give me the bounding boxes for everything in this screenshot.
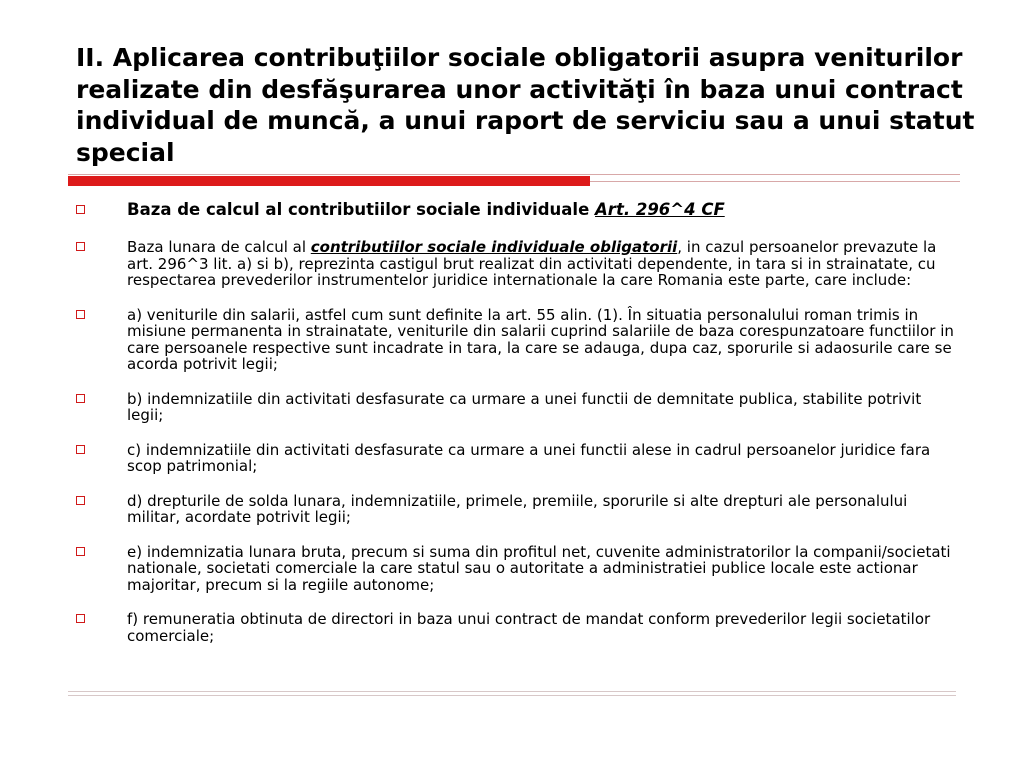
bullet-text: d) drepturile de solda lunara, indemnizatiile, primele, premiile, sporurile si alte drepturi ale personalului militar, acordate potrivit legii; xyxy=(127,491,908,526)
bullet-text: Baza lunara de calcul al xyxy=(127,238,311,256)
square-bullet-icon xyxy=(76,242,85,251)
square-bullet-icon xyxy=(76,445,85,454)
bullet-text: c) indemnizatiile din activitati desfasurate ca urmare a unei functii alese in cadrul persoanelor juridice fara scop patrimonial; xyxy=(127,440,931,475)
bullet-text: a) veniturile din salarii, astfel cum sunt definite la art. 55 alin. (1). În situatia personalului roman trimis in misiune permanenta in strainatate, veniturile din salarii cuprind salariile de baza corespunzatoare functiilor in care persoanele respective sunt incadrate in tara, la care se adauga, dupa caz, sporurile si adaosurile care se acorda potrivit legii; xyxy=(127,305,954,373)
slide-title: II. Aplicarea contribuţiilor sociale obligatorii asupra veniturilor realizate din desfăşurarea unor activităţi în baza unui contract individual de muncă, a unui raport de serviciu sau a unui statut special xyxy=(76,43,975,167)
bullet-item xyxy=(76,200,956,220)
article-reference: Art. 296^4 CF xyxy=(595,200,725,219)
bullet-item xyxy=(76,239,956,289)
bullet-item xyxy=(76,442,956,475)
emphasized-term: contributiilor sociale individuale obligatorii xyxy=(310,238,678,256)
bullet-item xyxy=(76,307,956,373)
square-bullet-icon xyxy=(76,614,85,623)
title-divider-thin-right xyxy=(590,181,960,182)
bullet-item xyxy=(76,391,956,424)
footer-divider xyxy=(68,695,956,696)
square-bullet-icon xyxy=(76,310,85,319)
square-bullet-icon xyxy=(76,205,85,214)
square-bullet-icon xyxy=(76,394,85,403)
square-bullet-icon xyxy=(76,547,85,556)
bullet-text: f) remuneratia obtinuta de directori in baza unui contract de mandat conform prevederilor legii societatilor comerciale; xyxy=(127,610,931,645)
bullet-item xyxy=(76,493,956,526)
bullet-list xyxy=(76,200,956,662)
bullet-item xyxy=(76,544,956,594)
title-divider-accent xyxy=(68,176,590,186)
square-bullet-icon xyxy=(76,496,85,505)
bullet-text: Baza de calcul al contributiilor sociale individuale xyxy=(127,200,596,219)
bullet-text: , in cazul persoanelor prevazute la art. 296^3 lit. a) si b), reprezinta castigul brut realizat din activitati dependente, in tara si in strainatate, cu respectarea prevederilor instrumentelor juridice internationale la care Romania este parte, care include: xyxy=(127,238,937,289)
bullet-text: b) indemnizatiile din activitati desfasurate ca urmare a unei functii de demnitate publica, stabilite potrivit legii; xyxy=(127,389,922,424)
title-divider-thin xyxy=(68,174,960,175)
bullet-text: e) indemnizatia lunara bruta, precum si suma din profitul net, cuvenite administratorilor la companii/societati nationale, societati comerciale la care statul sau o autoritate a administratiei publice locale este actionar majoritar, precum si la regiile autonome; xyxy=(127,542,951,594)
bullet-item xyxy=(76,611,956,644)
footer-divider xyxy=(68,691,956,692)
